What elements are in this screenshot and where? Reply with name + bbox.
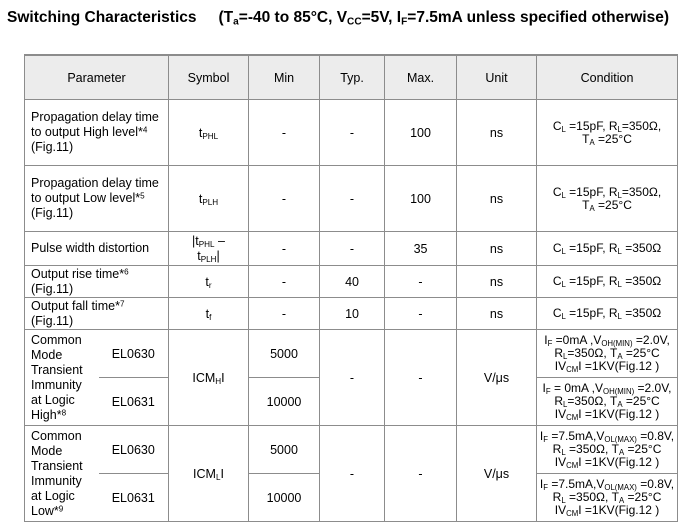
min-cell: -: [249, 266, 320, 298]
param-cell: Output rise time*$^6$ (Fig.11): [25, 266, 169, 298]
title-conditions: ($T_a=-40$ to 85°C, $V_{CC}=5V$, $I_F=7.5mA$ unless specified otherwise): [218, 9, 669, 28]
part-number-cell: EL0630: [99, 330, 169, 378]
condition-cell: $C_L =15pF$, $R_L =350\Omega$: [537, 232, 678, 266]
max-cell: -: [385, 330, 457, 426]
min-cell: -: [249, 232, 320, 266]
typ-cell: -: [320, 232, 385, 266]
unit-cell: V/μs: [457, 330, 537, 426]
max-cell: -: [385, 266, 457, 298]
table-row-tphl: [25, 100, 678, 166]
min-cell: -: [249, 298, 320, 330]
min-cell: 5000: [249, 426, 320, 474]
param-cell-cmh: Common Mode Transient Immunity at Logic High*$^8$: [25, 330, 99, 426]
part-number-cell: EL0630: [99, 426, 169, 474]
table-row-cmh-el0630: [25, 330, 678, 378]
min-cell: -: [249, 100, 320, 166]
header-condition: Condition: [537, 55, 678, 100]
max-cell: 100: [385, 166, 457, 232]
switching-characteristics-table: [24, 54, 678, 522]
condition-cell: $C_L =15pF$, $R_L =350\Omega$: [537, 298, 678, 330]
table-row-tplh: [25, 166, 678, 232]
unit-cell: ns: [457, 166, 537, 232]
part-number-cell: EL0631: [99, 378, 169, 426]
max-cell: -: [385, 426, 457, 522]
typ-cell: 40: [320, 266, 385, 298]
header-min: Min: [249, 55, 320, 100]
max-cell: 100: [385, 100, 457, 166]
unit-cell: ns: [457, 100, 537, 166]
typ-cell: -: [320, 330, 385, 426]
header-row: [25, 55, 678, 100]
table-row-pwd: [25, 232, 678, 266]
table-row-tf: [25, 298, 678, 330]
condition-cell: $C_L =15pF$, $R_L =350\Omega$: [537, 266, 678, 298]
table-row-tr: [25, 266, 678, 298]
unit-cell: ns: [457, 232, 537, 266]
unit-cell: V/μs: [457, 426, 537, 522]
section-title: [7, 9, 669, 27]
typ-cell: 10: [320, 298, 385, 330]
title-main: Switching Characteristics: [7, 9, 197, 26]
condition-cell: $I_F =7.5mA,V_{OL(MAX)} =0.8V$, $R_L =350\Omega$, $T_A =25^\circ C$ $IV_{CM}I =1KV(Fig.12$ ): [537, 474, 678, 522]
symbol-cell: $|t_{PHL}$ – $t_{PLH}|$: [169, 232, 249, 266]
header-typ: Typ.: [320, 55, 385, 100]
header-unit: Unit: [457, 55, 537, 100]
symbol-cell: $t_{PLH}$: [169, 166, 249, 232]
symbol-cell: $ICM_LI$: [169, 426, 249, 522]
min-cell: 10000: [249, 474, 320, 522]
condition-cell: $C_L =15pF$, $R_L=350\Omega$, $T_A =25^\circ C$: [537, 166, 678, 232]
typ-cell: -: [320, 166, 385, 232]
symbol-cell: $t_r$: [169, 266, 249, 298]
symbol-cell: $t_{PHL}$: [169, 100, 249, 166]
symbol-cell: $t_f$: [169, 298, 249, 330]
param-cell: Propagation delay time to output Low level*$^5$ (Fig.11): [25, 166, 169, 232]
min-cell: -: [249, 166, 320, 232]
unit-cell: ns: [457, 298, 537, 330]
min-cell: 10000: [249, 378, 320, 426]
unit-cell: ns: [457, 266, 537, 298]
symbol-cell: $ICM_HI$: [169, 330, 249, 426]
header-parameter: Parameter: [25, 55, 169, 100]
param-cell-cml: Common Mode Transient Immunity at Logic Low*$^9$: [25, 426, 99, 522]
condition-cell: $I_F =0mA$ $,V_{OH(MIN)} =2.0V$, $R_L=350\Omega$, $T_A =25^\circ C$ $IV_{CM}I =1KV(Fig.12$ ): [537, 330, 678, 378]
param-cell: Propagation delay time to output High level*$^4$ (Fig.11): [25, 100, 169, 166]
part-number-cell: EL0631: [99, 474, 169, 522]
typ-cell: -: [320, 426, 385, 522]
header-max: Max.: [385, 55, 457, 100]
table-row-cml-el0630: [25, 426, 678, 474]
param-cell: Output fall time*$^7$ (Fig.11): [25, 298, 169, 330]
condition-cell: $I_F = 0mA$ $,V_{OH(MIN)} =2.0V$, $R_L=350\Omega$, $T_A =25^\circ C$ $IV_{CM}I =1KV(Fig.12$ ): [537, 378, 678, 426]
condition-cell: $C_L =15pF$, $R_L=350\Omega$, $T_A =25^\circ C$: [537, 100, 678, 166]
param-cell: Pulse width distortion: [25, 232, 169, 266]
condition-cell: $I_F =7.5mA,V_{OL(MAX)} =0.8V$, $R_L =350\Omega$, $T_A =25^\circ C$ $IV_{CM}I =1KV(Fig.12$ ): [537, 426, 678, 474]
typ-cell: -: [320, 100, 385, 166]
max-cell: -: [385, 298, 457, 330]
max-cell: 35: [385, 232, 457, 266]
min-cell: 5000: [249, 330, 320, 378]
header-symbol: Symbol: [169, 55, 249, 100]
